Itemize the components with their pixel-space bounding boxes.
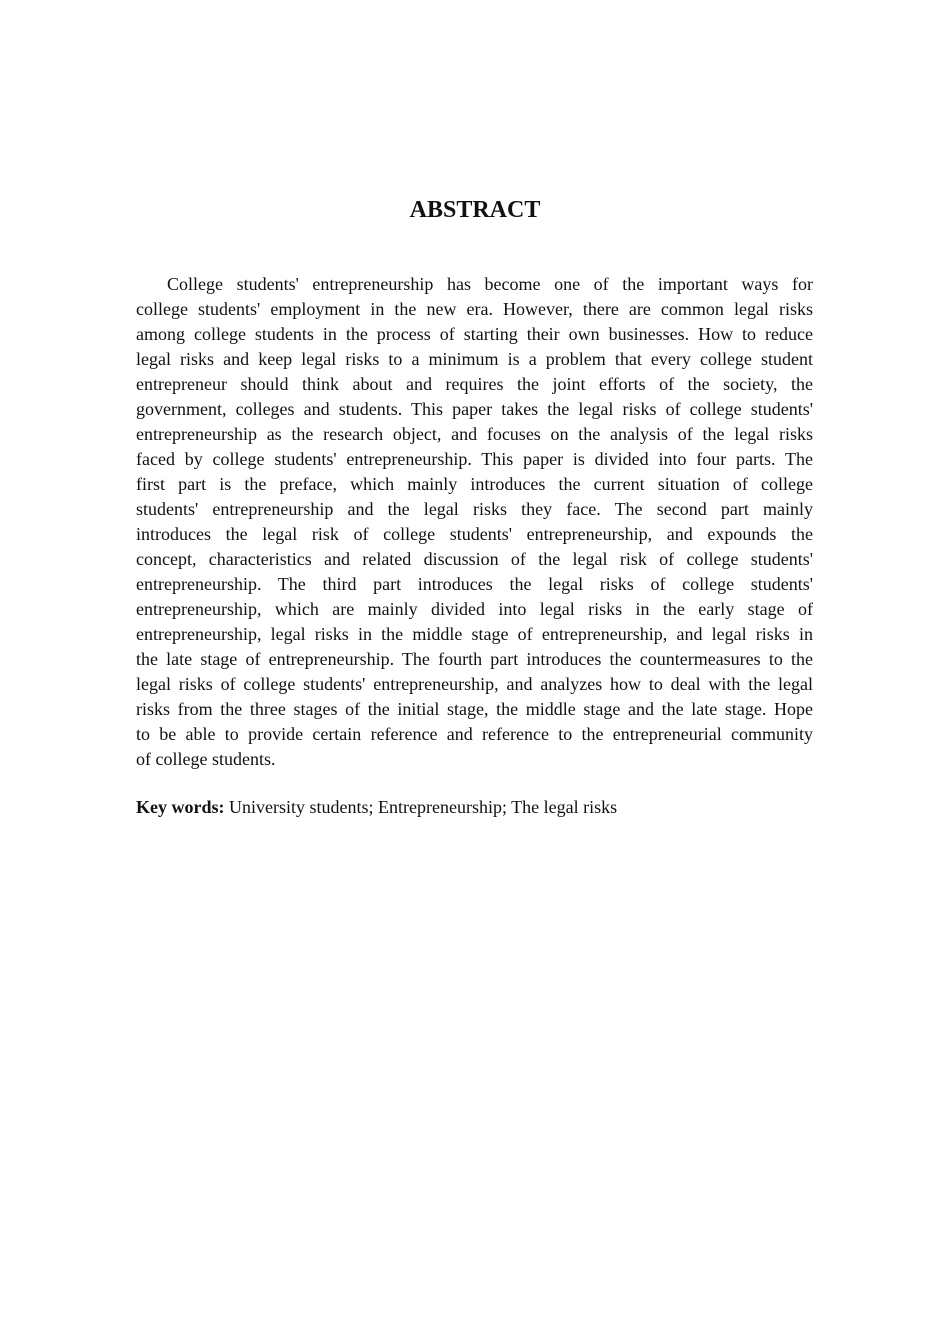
abstract-line: introduces the legal risk of college students' entrepreneurship, and expounds the: [136, 524, 813, 544]
abstract-line: government, colleges and students. This paper takes the legal risks of college students': [136, 399, 813, 419]
abstract-line: entrepreneurship. The third part introduces the legal risks of college students': [136, 574, 813, 594]
abstract-line: concept, characteristics and related discussion of the legal risk of college students': [136, 549, 813, 569]
abstract-line: to be able to provide certain reference and reference to the entrepreneurial community: [136, 724, 813, 744]
abstract-line: College students' entrepreneurship has become one of the important ways for: [167, 274, 813, 294]
abstract-line: entrepreneur should think about and requires the joint efforts of the society, the: [136, 374, 813, 394]
abstract-line: among college students in the process of starting their own businesses. How to reduce: [136, 324, 813, 344]
abstract-paragraph: [136, 272, 813, 772]
abstract-line: students' entrepreneurship and the legal risks they face. The second part mainly: [136, 499, 813, 519]
abstract-line: legal risks and keep legal risks to a minimum is a problem that every college student: [136, 349, 813, 369]
abstract-line: of college students.: [136, 749, 276, 769]
abstract-line: the late stage of entrepreneurship. The fourth part introduces the countermeasures to the: [136, 649, 813, 669]
keywords: [136, 795, 617, 820]
abstract-line: entrepreneurship as the research object, and focuses on the analysis of the legal risks: [136, 424, 813, 444]
abstract-line: faced by college students' entrepreneurship. This paper is divided into four parts. The: [136, 449, 813, 469]
abstract-line: college students' employment in the new era. However, there are common legal risks: [136, 299, 813, 319]
keywords-label: Key words:: [136, 797, 225, 817]
abstract-line: first part is the preface, which mainly introduces the current situation of college: [136, 474, 813, 494]
abstract-line: legal risks of college students' entrepreneurship, and analyzes how to deal with the legal: [136, 674, 813, 694]
page-title: ABSTRACT: [409, 197, 541, 223]
keywords-text: University students; Entrepreneurship; The legal risks: [224, 797, 618, 817]
abstract-line: entrepreneurship, legal risks in the middle stage of entrepreneurship, and legal risks in: [136, 624, 813, 644]
abstract-line: risks from the three stages of the initial stage, the middle stage and the late stage. Hope: [136, 699, 813, 719]
abstract-line: entrepreneurship, which are mainly divided into legal risks in the early stage of: [136, 599, 813, 619]
